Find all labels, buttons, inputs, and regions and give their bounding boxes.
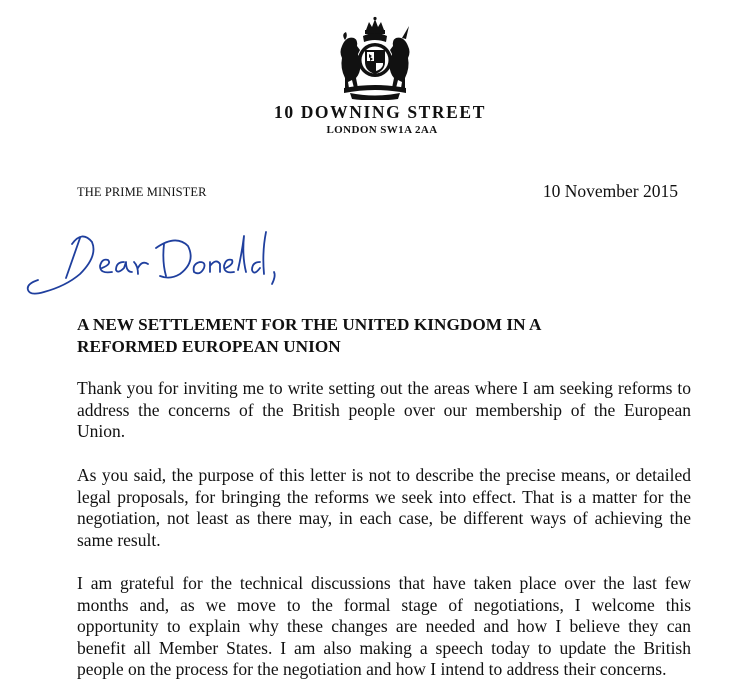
signature-ink	[20, 222, 300, 304]
paragraph-3: I am grateful for the technical discussions that have taken place over the last few months and, as we move to the formal stage of negotiations, I welcome this opportunity to explain why these changes are needed and how I believe they can benefit all Member States. I am also making a speech today to update the British people on the process for the negotiation and how I intend to address their concerns.	[77, 573, 691, 680]
letter-date: 10 November 2015	[542, 181, 678, 201]
paragraph-2: As you said, the purpose of this letter is not to describe the precise means, or detailed legal proposals, for bringing the reforms we seek into effect. That is a matter for the negotiation, not least as there may, in each case, be different ways of achieving the same result.	[77, 465, 691, 550]
subject-line-2: REFORMED EUROPEAN UNION	[77, 337, 341, 356]
subject-line-1: A NEW SETTLEMENT FOR THE UNITED KINGDOM IN A	[77, 315, 542, 334]
handwritten-salutation	[20, 222, 300, 304]
royal-coat-of-arms-icon	[336, 16, 414, 100]
sender-title: THE PRIME MINISTER	[77, 185, 207, 199]
letter-subject	[77, 314, 657, 358]
address-street: 10 DOWNING STREET	[274, 102, 486, 122]
paragraph-1: Thank you for inviting me to write setting out the areas where I am seeking reforms to address the concerns of the British people over our membership of the European Union.	[77, 378, 691, 442]
address-city: LONDON SW1A 2AA	[326, 124, 438, 136]
